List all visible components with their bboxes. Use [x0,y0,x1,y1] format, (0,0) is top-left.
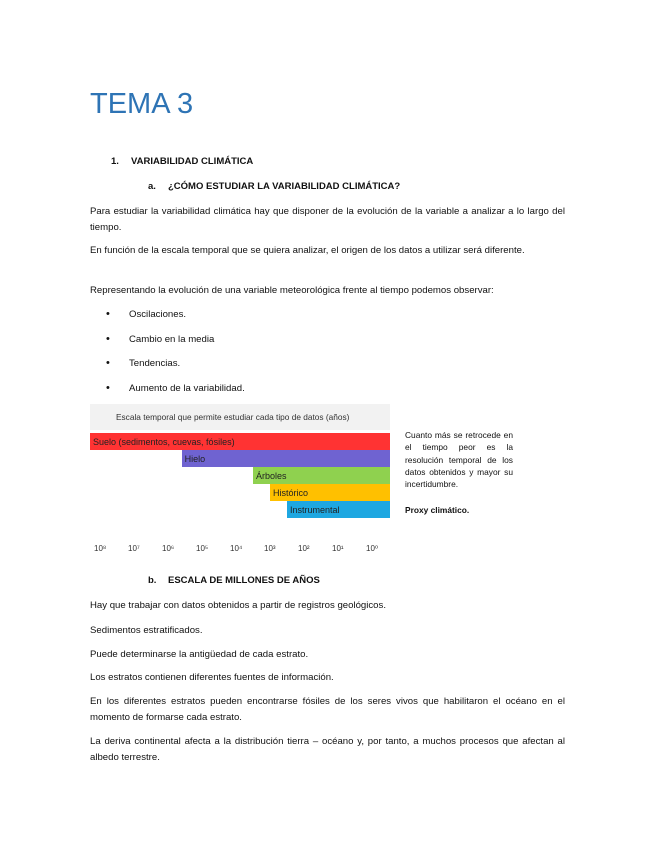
list-item-text: Oscilaciones. [129,309,187,320]
paragraph: Puede determinarse la antigüedad de cada estrato. [90,649,309,660]
list-item-text: Tendencias. [129,358,181,369]
chart-bar-label: Suelo (sedimentos, cuevas, fósiles) [93,437,235,447]
list-item-text: Cambio en la media [129,334,215,345]
section-label: VARIABILIDAD CLIMÁTICA [131,156,254,167]
side-note: Cuanto más se retrocede en el tiempo peor es la resolución temporal de los datos obtenidos y mayor su incertidumbre. [405,430,513,490]
list-item [106,333,214,345]
list-item-text: Aumento de la variabilidad. [129,383,245,394]
axis-tick-label: 10⁴ [230,544,243,553]
subsection-b-heading [148,575,320,586]
paragraph: Sedimentos estratificados. [90,625,203,636]
section-heading [111,156,253,167]
subsection-b-number: b. [148,575,157,586]
chart-bar-label: Árboles [256,471,287,481]
list-item [106,308,186,320]
proxy-label: Proxy climático. [405,505,470,515]
chart-bar [182,450,390,467]
chart-bar-label: Instrumental [290,505,340,515]
axis-tick-label: 10² [298,544,310,553]
chart-bar [287,501,390,518]
paragraph: Para estudiar la variabilidad climática hay que disponer de la evolución de la variable a analizar a lo largo del tiempo. [90,206,565,233]
section-number: 1. [111,156,119,167]
axis-tick-label: 10⁰ [366,544,379,553]
chart-header [90,404,390,430]
list-item [106,357,180,369]
subsection-a-label: ¿CÓMO ESTUDIAR LA VARIABILIDAD CLIMÁTICA? [168,181,401,192]
paragraph: En los diferentes estratos pueden encontrarse fósiles de los seres vivos que habilitaron el océano en el momento de formarse cada estrato. [90,696,565,723]
paragraph: Hay que trabajar con datos obtenidos a partir de registros geológicos. [90,600,386,611]
chart-bar [90,433,390,450]
timescale-chart [90,404,390,564]
chart-bar [270,484,390,501]
bullet-icon: • [106,357,110,369]
axis-tick-label: 10⁷ [128,544,140,553]
chart-bar-label: Hielo [184,454,206,464]
paragraph: Representando la evolución de una variable meteorológica frente al tiempo podemos observar: [90,285,494,296]
bullet-icon: • [106,382,110,394]
axis-tick-label: 10⁶ [162,544,175,553]
bullet-icon: • [106,308,110,320]
axis-tick-label: 10¹ [332,544,344,553]
paragraph: Los estratos contienen diferentes fuentes de información. [90,672,334,683]
bullet-icon: • [106,333,110,345]
axis-tick-label: 10⁵ [196,544,209,553]
list-item [106,382,245,394]
chart-bar-label: Histórico [273,488,309,498]
subsection-b-label: ESCALA DE MILLONES DE AÑOS [168,575,320,586]
subsection-a-number: a. [148,181,156,192]
subsection-a-heading [148,181,400,192]
chart-title: Escala temporal que permite estudiar cada tipo de datos (años) [116,412,350,422]
paragraph: En función de la escala temporal que se quiera analizar, el origen de los datos a utilizar será diferente. [90,245,525,256]
document-title: TEMA 3 [90,88,194,120]
chart-bar [253,467,390,484]
axis-tick-label: 10⁸ [94,544,107,553]
axis-tick-label: 10³ [264,544,276,553]
paragraph: La deriva continental afecta a la distribución tierra – océano y, por tanto, a muchos procesos que afectan al albedo terrestre. [90,736,565,763]
